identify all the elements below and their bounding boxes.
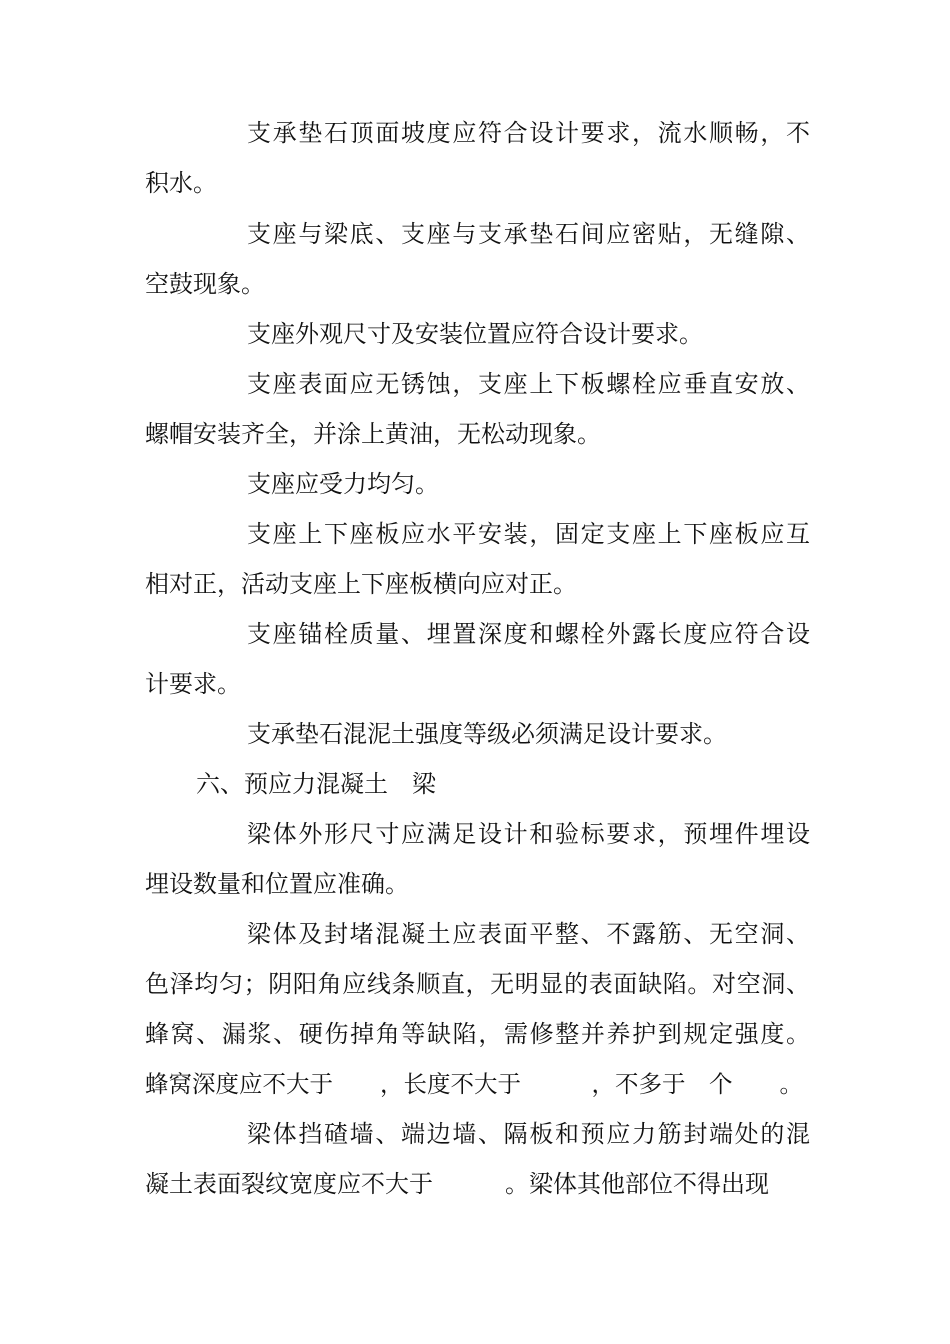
paragraph-line: 蜂窝、漏浆、硬伤掉角等缺陷，需修整并养护到规定强度。 xyxy=(145,1020,810,1048)
paragraph-line: 支承垫石混泥土强度等级必须满足设计要求。 xyxy=(247,720,727,748)
paragraph-line: 螺帽安装齐全，并涂上黄油，无松动现象。 xyxy=(145,420,601,448)
paragraph-line: 积水。 xyxy=(145,169,217,197)
paragraph-line: 梁体及封堵混凝土应表面平整、不露筋、无空洞、 xyxy=(247,920,810,948)
paragraph-line: 色泽均匀；阴阳角应线条顺直，无明显的表面缺陷。对空洞、 xyxy=(145,970,810,998)
paragraph-line: 支座外观尺寸及安装位置应符合设计要求。 xyxy=(247,320,703,348)
paragraph-line: 支座锚栓质量、埋置深度和螺栓外露长度应符合设 xyxy=(247,620,810,648)
paragraph-line: 梁体挡碴墙、端边墙、隔板和预应力筋封端处的混 xyxy=(247,1120,810,1148)
paragraph-line: 支座应受力均匀。 xyxy=(247,470,439,498)
paragraph-line: 空鼓现象。 xyxy=(145,270,265,298)
paragraph-line: 相对正，活动支座上下座板横向应对正。 xyxy=(145,570,577,598)
paragraph-line: 支座上下座板应水平安装，固定支座上下座板应互 xyxy=(247,520,810,548)
paragraph-line: 凝土表面裂纹宽度应不大于 。梁体其他部位不得出现 xyxy=(145,1170,769,1198)
section-heading: 六、预应力混凝土 梁 xyxy=(196,770,436,798)
paragraph-line: 计要求。 xyxy=(145,670,241,698)
paragraph-line: 支承垫石顶面坡度应符合设计要求，流水顺畅，不 xyxy=(247,119,810,147)
paragraph-line: 埋设数量和位置应准确。 xyxy=(145,870,409,898)
paragraph-line: 蜂窝深度应不大于 ，长度不大于 ，不多于 个 。 xyxy=(145,1070,803,1098)
paragraph-line: 梁体外形尺寸应满足设计和验标要求，预埋件埋设 xyxy=(247,820,810,848)
paragraph-line: 支座与梁底、支座与支承垫石间应密贴，无缝隙、 xyxy=(247,220,810,248)
paragraph-line: 支座表面应无锈蚀，支座上下板螺栓应垂直安放、 xyxy=(247,370,810,398)
